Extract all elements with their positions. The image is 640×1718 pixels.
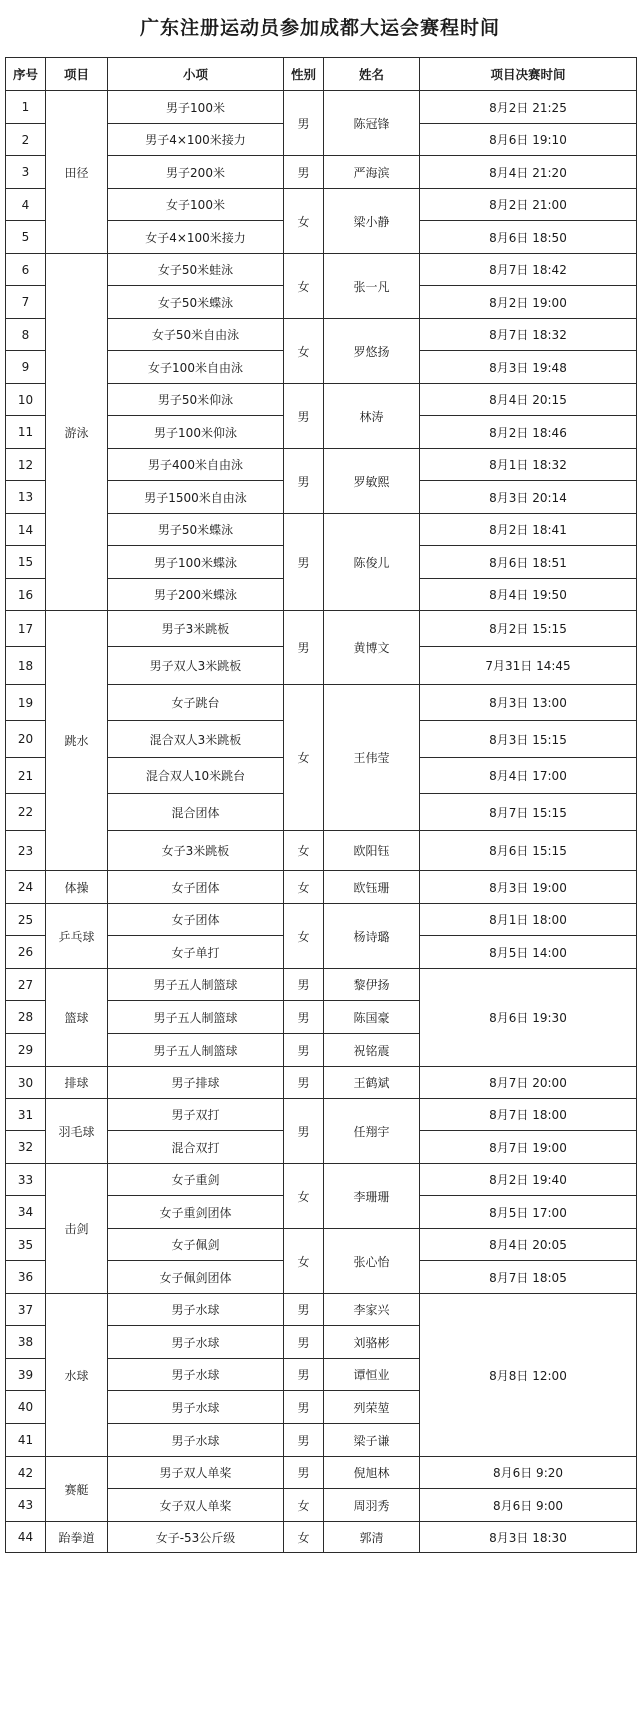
sport-cell: 赛艇 bbox=[46, 1457, 108, 1522]
sport-cell: 篮球 bbox=[46, 969, 108, 1067]
gender-cell: 男 bbox=[284, 1326, 324, 1359]
event-cell: 女子佩剑 bbox=[108, 1229, 284, 1261]
gender-cell: 女 bbox=[284, 871, 324, 904]
table-row bbox=[6, 254, 637, 286]
row-number: 21 bbox=[6, 758, 46, 794]
header-event: 小项 bbox=[108, 58, 284, 91]
gender-cell: 男 bbox=[284, 91, 324, 156]
athlete-name-cell: 罗悠扬 bbox=[324, 319, 420, 384]
table-row bbox=[6, 1457, 637, 1489]
event-cell: 男子200米蝶泳 bbox=[108, 579, 284, 611]
sport-cell: 游泳 bbox=[46, 254, 108, 611]
event-cell: 女子50米蛙泳 bbox=[108, 254, 284, 286]
row-number: 6 bbox=[6, 254, 46, 286]
gender-cell: 女 bbox=[284, 254, 324, 319]
athlete-name-cell: 谭恒业 bbox=[324, 1359, 420, 1391]
header-sport: 项目 bbox=[46, 58, 108, 91]
final-time-cell: 8月4日 20:15 bbox=[420, 384, 637, 416]
row-number: 20 bbox=[6, 721, 46, 758]
row-number: 10 bbox=[6, 384, 46, 416]
athlete-name-cell: 倪旭林 bbox=[324, 1457, 420, 1489]
gender-cell: 女 bbox=[284, 1522, 324, 1553]
event-cell: 男子五人制篮球 bbox=[108, 969, 284, 1001]
row-number: 11 bbox=[6, 416, 46, 449]
row-number: 24 bbox=[6, 871, 46, 904]
final-time-cell: 8月3日 13:00 bbox=[420, 685, 637, 721]
event-cell: 男子200米 bbox=[108, 156, 284, 189]
event-cell: 女子3米跳板 bbox=[108, 831, 284, 871]
athlete-name-cell: 林涛 bbox=[324, 384, 420, 449]
event-cell: 女子-53公斤级 bbox=[108, 1522, 284, 1553]
sport-cell: 乒乓球 bbox=[46, 904, 108, 969]
final-time-cell: 8月7日 18:00 bbox=[420, 1099, 637, 1131]
final-time-cell: 8月3日 15:15 bbox=[420, 721, 637, 758]
page-title: 广东注册运动员参加成都大运会赛程时间 bbox=[139, 17, 500, 39]
athlete-name-cell: 梁子谦 bbox=[324, 1424, 420, 1457]
gender-cell: 女 bbox=[284, 189, 324, 254]
event-cell: 男子水球 bbox=[108, 1326, 284, 1359]
event-cell: 女子重剑团体 bbox=[108, 1196, 284, 1229]
table-row bbox=[6, 904, 637, 936]
row-number: 23 bbox=[6, 831, 46, 871]
row-number: 29 bbox=[6, 1034, 46, 1067]
athlete-name-cell: 欧钰珊 bbox=[324, 871, 420, 904]
header-gender: 性别 bbox=[284, 58, 324, 91]
sport-cell: 体操 bbox=[46, 871, 108, 904]
sport-cell: 跳水 bbox=[46, 611, 108, 871]
row-number: 16 bbox=[6, 579, 46, 611]
gender-cell: 男 bbox=[284, 1294, 324, 1326]
event-cell: 混合团体 bbox=[108, 794, 284, 831]
athlete-name-cell: 欧阳钰 bbox=[324, 831, 420, 871]
athlete-name-cell: 周羽秀 bbox=[324, 1489, 420, 1522]
schedule-table bbox=[5, 57, 637, 1553]
final-time-cell: 8月2日 19:00 bbox=[420, 286, 637, 319]
event-cell: 混合双打 bbox=[108, 1131, 284, 1164]
final-time-cell: 8月6日 18:51 bbox=[420, 546, 637, 579]
final-time-cell: 8月7日 20:00 bbox=[420, 1067, 637, 1099]
athlete-name-cell: 李家兴 bbox=[324, 1294, 420, 1326]
final-time-cell: 8月5日 14:00 bbox=[420, 936, 637, 969]
event-cell: 男子双人单桨 bbox=[108, 1457, 284, 1489]
final-time-cell: 8月2日 21:00 bbox=[420, 189, 637, 221]
final-time-cell: 8月6日 9:20 bbox=[420, 1457, 637, 1489]
row-number: 25 bbox=[6, 904, 46, 936]
event-cell: 男子水球 bbox=[108, 1424, 284, 1457]
row-number: 17 bbox=[6, 611, 46, 647]
row-number: 18 bbox=[6, 647, 46, 685]
table-row bbox=[6, 1294, 637, 1326]
row-number: 40 bbox=[6, 1391, 46, 1424]
sport-cell: 田径 bbox=[46, 91, 108, 254]
gender-cell: 女 bbox=[284, 319, 324, 384]
table-row bbox=[6, 1067, 637, 1099]
athlete-name-cell: 任翔宇 bbox=[324, 1099, 420, 1164]
row-number: 13 bbox=[6, 481, 46, 514]
row-number: 9 bbox=[6, 351, 46, 384]
event-cell: 女子4×100米接力 bbox=[108, 221, 284, 254]
row-number: 32 bbox=[6, 1131, 46, 1164]
final-time-cell: 8月2日 19:40 bbox=[420, 1164, 637, 1196]
event-cell: 男子水球 bbox=[108, 1294, 284, 1326]
gender-cell: 男 bbox=[284, 1099, 324, 1164]
sport-cell: 击剑 bbox=[46, 1164, 108, 1294]
event-cell: 男子50米蝶泳 bbox=[108, 514, 284, 546]
event-cell: 混合双人10米跳台 bbox=[108, 758, 284, 794]
final-time-cell: 7月31日 14:45 bbox=[420, 647, 637, 685]
final-time-cell: 8月6日 15:15 bbox=[420, 831, 637, 871]
final-time-cell: 8月4日 20:05 bbox=[420, 1229, 637, 1261]
athlete-name-cell: 李珊珊 bbox=[324, 1164, 420, 1229]
event-cell: 女子双人单桨 bbox=[108, 1489, 284, 1522]
row-number: 8 bbox=[6, 319, 46, 351]
header-no: 序号 bbox=[6, 58, 46, 91]
gender-cell: 女 bbox=[284, 1164, 324, 1229]
final-time-cell: 8月7日 15:15 bbox=[420, 794, 637, 831]
final-time-cell: 8月5日 17:00 bbox=[420, 1196, 637, 1229]
event-cell: 男子100米蝶泳 bbox=[108, 546, 284, 579]
sport-cell: 羽毛球 bbox=[46, 1099, 108, 1164]
event-cell: 男子双打 bbox=[108, 1099, 284, 1131]
final-time-cell: 8月4日 21:20 bbox=[420, 156, 637, 189]
athlete-name-cell: 列荣堃 bbox=[324, 1391, 420, 1424]
row-number: 42 bbox=[6, 1457, 46, 1489]
table-row bbox=[6, 1099, 637, 1131]
gender-cell: 男 bbox=[284, 384, 324, 449]
row-number: 30 bbox=[6, 1067, 46, 1099]
row-number: 31 bbox=[6, 1099, 46, 1131]
event-cell: 男子4×100米接力 bbox=[108, 124, 284, 156]
gender-cell: 女 bbox=[284, 904, 324, 969]
gender-cell: 男 bbox=[284, 514, 324, 611]
athlete-name-cell: 杨诗璐 bbox=[324, 904, 420, 969]
row-number: 1 bbox=[6, 91, 46, 124]
row-number: 28 bbox=[6, 1001, 46, 1034]
athlete-name-cell: 陈国豪 bbox=[324, 1001, 420, 1034]
event-cell: 男子五人制篮球 bbox=[108, 1034, 284, 1067]
event-cell: 女子100米自由泳 bbox=[108, 351, 284, 384]
final-time-cell: 8月6日 19:30 bbox=[420, 969, 637, 1067]
event-cell: 男子100米仰泳 bbox=[108, 416, 284, 449]
event-cell: 女子团体 bbox=[108, 904, 284, 936]
row-number: 3 bbox=[6, 156, 46, 189]
athlete-name-cell: 陈冠锋 bbox=[324, 91, 420, 156]
row-number: 22 bbox=[6, 794, 46, 831]
final-time-cell: 8月2日 18:41 bbox=[420, 514, 637, 546]
final-time-cell: 8月7日 18:32 bbox=[420, 319, 637, 351]
event-cell: 男子双人3米跳板 bbox=[108, 647, 284, 685]
gender-cell: 男 bbox=[284, 1067, 324, 1099]
event-cell: 女子50米自由泳 bbox=[108, 319, 284, 351]
final-time-cell: 8月8日 12:00 bbox=[420, 1294, 637, 1457]
row-number: 37 bbox=[6, 1294, 46, 1326]
gender-cell: 男 bbox=[284, 1001, 324, 1034]
row-number: 26 bbox=[6, 936, 46, 969]
event-cell: 混合双人3米跳板 bbox=[108, 721, 284, 758]
gender-cell: 男 bbox=[284, 1424, 324, 1457]
event-cell: 男子水球 bbox=[108, 1359, 284, 1391]
event-cell: 女子佩剑团体 bbox=[108, 1261, 284, 1294]
table-row bbox=[6, 91, 637, 124]
row-number: 7 bbox=[6, 286, 46, 319]
final-time-cell: 8月3日 19:48 bbox=[420, 351, 637, 384]
event-cell: 男子3米跳板 bbox=[108, 611, 284, 647]
gender-cell: 男 bbox=[284, 449, 324, 514]
event-cell: 女子跳台 bbox=[108, 685, 284, 721]
header-name: 姓名 bbox=[324, 58, 420, 91]
final-time-cell: 8月7日 19:00 bbox=[420, 1131, 637, 1164]
gender-cell: 男 bbox=[284, 1457, 324, 1489]
event-cell: 男子400米自由泳 bbox=[108, 449, 284, 481]
final-time-cell: 8月7日 18:42 bbox=[420, 254, 637, 286]
event-cell: 男子排球 bbox=[108, 1067, 284, 1099]
row-number: 43 bbox=[6, 1489, 46, 1522]
event-cell: 女子团体 bbox=[108, 871, 284, 904]
sport-cell: 排球 bbox=[46, 1067, 108, 1099]
final-time-cell: 8月7日 18:05 bbox=[420, 1261, 637, 1294]
gender-cell: 男 bbox=[284, 611, 324, 685]
table-body bbox=[6, 91, 637, 1553]
athlete-name-cell: 陈俊儿 bbox=[324, 514, 420, 611]
row-number: 2 bbox=[6, 124, 46, 156]
event-cell: 女子50米蝶泳 bbox=[108, 286, 284, 319]
gender-cell: 男 bbox=[284, 1359, 324, 1391]
final-time-cell: 8月1日 18:00 bbox=[420, 904, 637, 936]
header-row bbox=[6, 58, 637, 91]
row-number: 12 bbox=[6, 449, 46, 481]
row-number: 14 bbox=[6, 514, 46, 546]
final-time-cell: 8月4日 17:00 bbox=[420, 758, 637, 794]
event-cell: 女子重剑 bbox=[108, 1164, 284, 1196]
schedule-table-wrapper bbox=[5, 57, 636, 1553]
row-number: 36 bbox=[6, 1261, 46, 1294]
row-number: 35 bbox=[6, 1229, 46, 1261]
gender-cell: 女 bbox=[284, 1489, 324, 1522]
final-time-cell: 8月3日 19:00 bbox=[420, 871, 637, 904]
event-cell: 男子100米 bbox=[108, 91, 284, 124]
table-row bbox=[6, 1164, 637, 1196]
final-time-cell: 8月4日 19:50 bbox=[420, 579, 637, 611]
gender-cell: 男 bbox=[284, 156, 324, 189]
event-cell: 男子五人制篮球 bbox=[108, 1001, 284, 1034]
final-time-cell: 8月3日 18:30 bbox=[420, 1522, 637, 1553]
row-number: 39 bbox=[6, 1359, 46, 1391]
final-time-cell: 8月6日 18:50 bbox=[420, 221, 637, 254]
row-number: 19 bbox=[6, 685, 46, 721]
row-number: 15 bbox=[6, 546, 46, 579]
final-time-cell: 8月3日 20:14 bbox=[420, 481, 637, 514]
athlete-name-cell: 黎伊扬 bbox=[324, 969, 420, 1001]
athlete-name-cell: 祝铭震 bbox=[324, 1034, 420, 1067]
row-number: 27 bbox=[6, 969, 46, 1001]
athlete-name-cell: 张一凡 bbox=[324, 254, 420, 319]
athlete-name-cell: 郭清 bbox=[324, 1522, 420, 1553]
row-number: 33 bbox=[6, 1164, 46, 1196]
gender-cell: 男 bbox=[284, 969, 324, 1001]
table-row bbox=[6, 871, 637, 904]
event-cell: 女子单打 bbox=[108, 936, 284, 969]
event-cell: 男子1500米自由泳 bbox=[108, 481, 284, 514]
gender-cell: 女 bbox=[284, 1229, 324, 1294]
table-row bbox=[6, 611, 637, 647]
table-row bbox=[6, 1522, 637, 1553]
athlete-name-cell: 严海滨 bbox=[324, 156, 420, 189]
row-number: 41 bbox=[6, 1424, 46, 1457]
athlete-name-cell: 刘骆彬 bbox=[324, 1326, 420, 1359]
table-row bbox=[6, 969, 637, 1001]
final-time-cell: 8月2日 18:46 bbox=[420, 416, 637, 449]
athlete-name-cell: 王鹤斌 bbox=[324, 1067, 420, 1099]
gender-cell: 女 bbox=[284, 685, 324, 831]
row-number: 34 bbox=[6, 1196, 46, 1229]
final-time-cell: 8月2日 21:25 bbox=[420, 91, 637, 124]
athlete-name-cell: 梁小静 bbox=[324, 189, 420, 254]
final-time-cell: 8月6日 9:00 bbox=[420, 1489, 637, 1522]
athlete-name-cell: 王伟莹 bbox=[324, 685, 420, 831]
sport-cell: 水球 bbox=[46, 1294, 108, 1457]
row-number: 4 bbox=[6, 189, 46, 221]
event-cell: 男子水球 bbox=[108, 1391, 284, 1424]
gender-cell: 男 bbox=[284, 1034, 324, 1067]
row-number: 5 bbox=[6, 221, 46, 254]
gender-cell: 女 bbox=[284, 831, 324, 871]
final-time-cell: 8月6日 19:10 bbox=[420, 124, 637, 156]
final-time-cell: 8月2日 15:15 bbox=[420, 611, 637, 647]
athlete-name-cell: 张心怡 bbox=[324, 1229, 420, 1294]
row-number: 38 bbox=[6, 1326, 46, 1359]
header-final-time: 项目决赛时间 bbox=[420, 58, 637, 91]
athlete-name-cell: 黄博文 bbox=[324, 611, 420, 685]
row-number: 44 bbox=[6, 1522, 46, 1553]
event-cell: 女子100米 bbox=[108, 189, 284, 221]
athlete-name-cell: 罗敏熙 bbox=[324, 449, 420, 514]
sport-cell: 跆拳道 bbox=[46, 1522, 108, 1553]
final-time-cell: 8月1日 18:32 bbox=[420, 449, 637, 481]
event-cell: 男子50米仰泳 bbox=[108, 384, 284, 416]
gender-cell: 男 bbox=[284, 1391, 324, 1424]
